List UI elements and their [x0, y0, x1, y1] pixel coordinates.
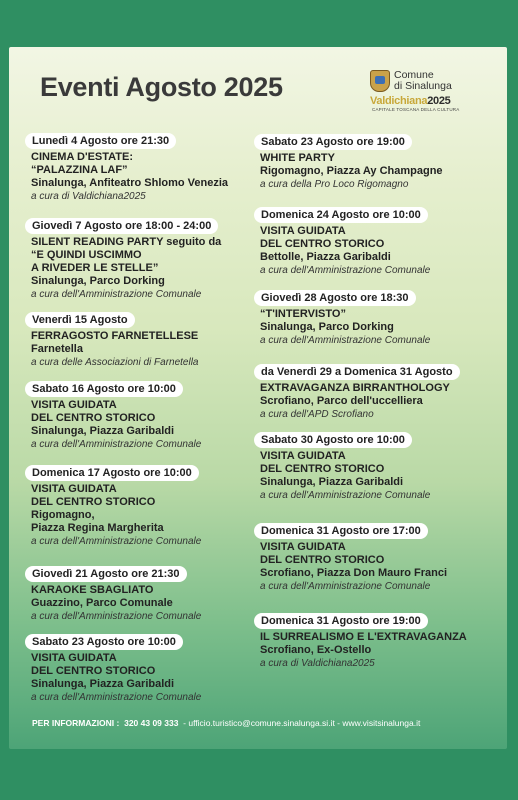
- event-organizer: a cura dell'Amministrazione Comunale: [31, 289, 202, 300]
- event-date-badge: Giovedì 21 Agosto ore 21:30: [25, 566, 187, 582]
- event-detail-line: VISITA GUIDATA: [31, 399, 117, 411]
- event-detail-line: WHITE PARTY: [260, 152, 335, 164]
- event-detail-line: VISITA GUIDATA: [31, 483, 117, 495]
- event-item: [260, 430, 430, 502]
- event-detail-line: Rigomagno,: [31, 509, 95, 521]
- event-date-badge: Domenica 17 Agosto ore 10:00: [25, 465, 199, 481]
- page-title: Eventi Agosto 2025: [40, 72, 283, 102]
- event-detail-line: VISITA GUIDATA: [260, 450, 346, 462]
- footer-email[interactable]: ufficio.turistico@comune.sinalunga.si.it: [188, 718, 335, 728]
- event-detail-line: DEL CENTRO STORICO: [31, 496, 156, 508]
- footer-info: PER INFORMAZIONI : 320 43 09 333 - ufficio.turistico@comune.sinalunga.si.it - www.visitsinalunga.it: [32, 718, 421, 728]
- event-date-badge: Domenica 31 Agosto ore 19:00: [254, 613, 428, 629]
- event-item: [31, 216, 221, 301]
- event-item: [31, 463, 201, 548]
- event-organizer: a cura dell'Amministrazione Comunale: [31, 439, 202, 450]
- event-organizer: a cura dell'Amministrazione Comunale: [31, 611, 202, 622]
- event-item: [31, 632, 201, 704]
- event-detail-line: VISITA GUIDATA: [260, 225, 346, 237]
- event-organizer: a cura di Valdichiana2025: [31, 191, 146, 202]
- event-detail-line: Sinalunga, Parco Dorking: [260, 321, 394, 333]
- event-detail-line: IL SURREALISMO E L'EXTRAVAGANZA: [260, 631, 467, 643]
- event-date-badge: da Venerdì 29 a Domenica 31 Agosto: [254, 364, 460, 380]
- event-date-badge: Domenica 31 Agosto ore 17:00: [254, 523, 428, 539]
- event-detail-line: DEL CENTRO STORICO: [31, 665, 156, 677]
- event-detail-line: “T'INTERVISTO”: [260, 308, 346, 320]
- event-detail-line: “PALAZZINA LAF”: [31, 164, 128, 176]
- event-item: [260, 611, 467, 670]
- event-detail-line: Piazza Regina Margherita: [31, 522, 164, 534]
- event-date-badge: Lunedì 4 Agosto ore 21:30: [25, 133, 176, 149]
- event-item: [31, 310, 199, 369]
- event-detail-line: Sinalunga, Anfiteatro Shlomo Venezia: [31, 177, 229, 189]
- event-detail-line: DEL CENTRO STORICO: [260, 554, 385, 566]
- event-date-badge: Domenica 24 Agosto ore 10:00: [254, 207, 428, 223]
- event-organizer: a cura della Pro Loco Rigomagno: [260, 179, 409, 190]
- event-item: [260, 205, 430, 277]
- town-crest-icon: [370, 70, 390, 92]
- event-date-badge: Giovedì 28 Agosto ore 18:30: [254, 290, 416, 306]
- event-item: [260, 362, 460, 421]
- event-detail-line: SILENT READING PARTY seguito da: [31, 236, 222, 248]
- event-organizer: a cura dell'Amministrazione Comunale: [260, 581, 431, 592]
- event-date-badge: Venerdì 15 Agosto: [25, 312, 135, 328]
- event-item: [31, 379, 201, 451]
- event-detail-line: DEL CENTRO STORICO: [260, 238, 385, 250]
- event-organizer: a cura dell'Amministrazione Comunale: [31, 692, 202, 703]
- event-detail-line: Guazzino, Parco Comunale: [31, 597, 173, 609]
- comune-name: Comune di Sinalunga: [394, 69, 452, 92]
- event-detail-line: EXTRAVAGANZA BIRRANTHOLOGY: [260, 382, 450, 394]
- footer-website[interactable]: www.visitsinalunga.it: [342, 718, 421, 728]
- logo-block: [370, 70, 495, 110]
- event-item: [260, 288, 430, 347]
- capitale-tagline: CAPITALE TOSCANA DELLA CULTURA: [372, 107, 460, 112]
- event-detail-line: Scrofiano, Parco dell'uccelliera: [260, 395, 423, 407]
- event-organizer: a cura delle Associazioni di Farnetella: [31, 357, 199, 368]
- event-date-badge: Sabato 16 Agosto ore 10:00: [25, 381, 183, 397]
- event-organizer: a cura dell'Amministrazione Comunale: [31, 536, 202, 547]
- event-organizer: a cura dell'Amministrazione Comunale: [260, 335, 431, 346]
- event-detail-line: Sinalunga, Piazza Garibaldi: [260, 476, 404, 488]
- event-detail-line: VISITA GUIDATA: [260, 541, 346, 553]
- event-detail-line: A RIVEDER LE STELLE”: [31, 262, 159, 274]
- event-date-badge: Sabato 30 Agosto ore 10:00: [254, 432, 412, 448]
- event-detail-line: Rigomagno, Piazza Ay Champagne: [260, 165, 443, 177]
- event-item: [260, 521, 447, 593]
- event-detail-line: Farnetella: [31, 343, 83, 355]
- event-item: [260, 132, 443, 191]
- valdichiana-logo: Valdichiana2025: [370, 95, 451, 107]
- event-detail-line: VISITA GUIDATA: [31, 652, 117, 664]
- event-date-badge: Sabato 23 Agosto ore 19:00: [254, 134, 412, 150]
- event-date-badge: Sabato 23 Agosto ore 10:00: [25, 634, 183, 650]
- event-detail-line: DEL CENTRO STORICO: [31, 412, 156, 424]
- event-item: [31, 564, 201, 623]
- event-detail-line: Bettolle, Piazza Garibaldi: [260, 251, 391, 263]
- event-detail-line: “E QUINDI USCIMMO: [31, 249, 142, 261]
- event-detail-line: Sinalunga, Piazza Garibaldi: [31, 678, 175, 690]
- event-detail-line: Sinalunga, Parco Dorking: [31, 275, 165, 287]
- event-detail-line: CINEMA D'ESTATE:: [31, 151, 134, 163]
- event-detail-line: DEL CENTRO STORICO: [260, 463, 385, 475]
- event-organizer: a cura di Valdichiana2025: [260, 658, 375, 669]
- event-item: [31, 131, 228, 203]
- event-detail-line: Sinalunga, Piazza Garibaldi: [31, 425, 175, 437]
- event-organizer: a cura dell'Amministrazione Comunale: [260, 490, 431, 501]
- event-detail-line: KARAOKE SBAGLIATO: [31, 584, 154, 596]
- event-detail-line: Scrofiano, Ex-Ostello: [260, 644, 372, 656]
- event-organizer: a cura dell'APD Scrofiano: [260, 409, 374, 420]
- event-organizer: a cura dell'Amministrazione Comunale: [260, 265, 431, 276]
- event-detail-line: Scrofiano, Piazza Don Mauro Franci: [260, 567, 448, 579]
- event-date-badge: Giovedì 7 Agosto ore 18:00 - 24:00: [25, 218, 218, 234]
- event-detail-line: FERRAGOSTO FARNETELLESE: [31, 330, 199, 342]
